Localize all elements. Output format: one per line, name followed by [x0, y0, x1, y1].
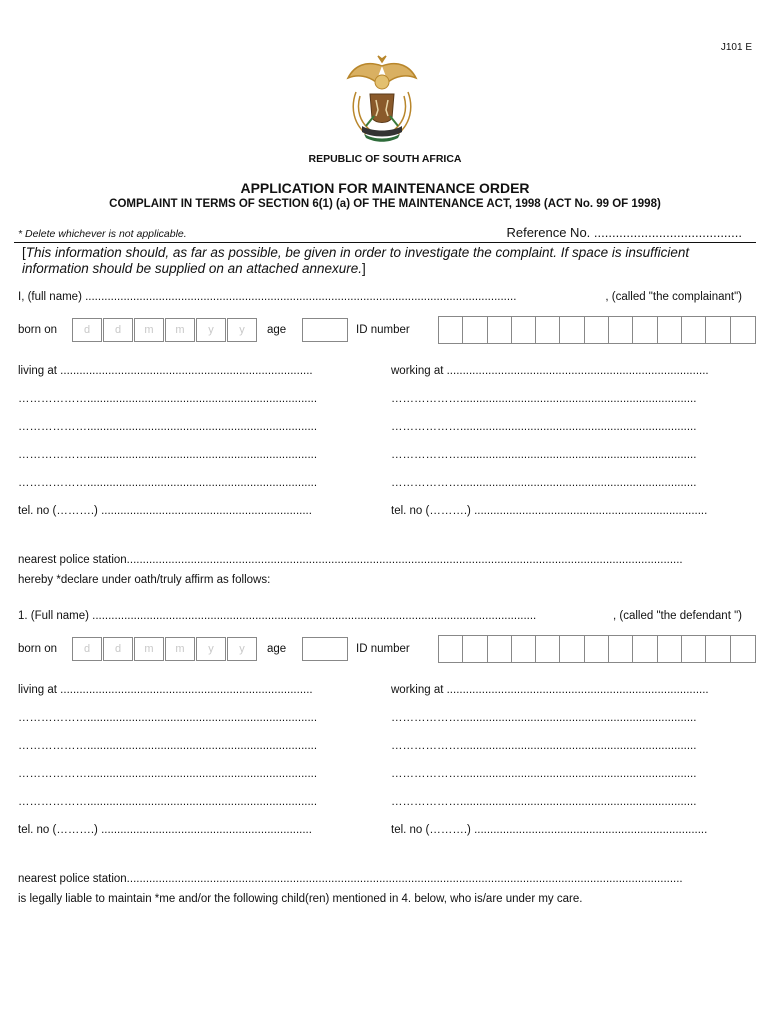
defendant-name-field[interactable]: 1. (Full name) ........................................................................................................................................... — [18, 610, 537, 622]
dob-day-box[interactable]: d — [103, 318, 133, 342]
id-digit-box[interactable] — [682, 317, 706, 343]
dob-year-box[interactable]: y — [196, 318, 226, 342]
defendant-work-line[interactable]: ……………….......................................................................... — [391, 712, 697, 724]
id-digit-box[interactable] — [536, 636, 560, 662]
complainant-working-field[interactable]: working at .................................................................................. — [391, 365, 709, 377]
id-digit-box[interactable] — [463, 636, 487, 662]
dob-day-box[interactable]: d — [72, 637, 102, 661]
id-digit-box[interactable] — [706, 636, 730, 662]
complainant-tel-field[interactable]: tel. no (……….) .................................................................. — [18, 505, 312, 517]
id-digit-box[interactable] — [609, 636, 633, 662]
complainant-work-line[interactable]: ……………….......................................................................... — [391, 393, 697, 405]
complainant-work-line[interactable]: ……………….......................................................................... — [391, 449, 697, 461]
country-heading: REPUBLIC OF SOUTH AFRICA — [308, 153, 462, 165]
id-digit-box[interactable] — [658, 317, 682, 343]
info-close: ] — [362, 261, 366, 276]
defendant-address-line[interactable]: ………………........................................................................ — [18, 768, 318, 780]
id-digit-box[interactable] — [658, 636, 682, 662]
dob-year-box[interactable]: y — [196, 637, 226, 661]
defendant-address-line[interactable]: ………………........................................................................ — [18, 712, 318, 724]
defendant-id-label: ID number — [356, 643, 410, 655]
id-digit-box[interactable] — [731, 636, 755, 662]
id-digit-box[interactable] — [439, 636, 463, 662]
id-digit-box[interactable] — [706, 317, 730, 343]
dob-year-box[interactable]: y — [227, 637, 257, 661]
id-digit-box[interactable] — [633, 317, 657, 343]
defendant-work-tel-field[interactable]: tel. no (……….) ......................................................................... — [391, 824, 708, 836]
form-title: APPLICATION FOR MAINTENANCE ORDER — [240, 180, 530, 196]
liability-text: is legally liable to maintain *me and/or the following child(ren) mentioned in 4. below, who is/are under my care. — [18, 893, 583, 905]
complainant-address-line[interactable]: ………………........................................................................ — [18, 477, 318, 489]
dob-month-box[interactable]: m — [165, 318, 195, 342]
id-digit-box[interactable] — [585, 636, 609, 662]
defendant-address-line[interactable]: ………………........................................................................ — [18, 796, 318, 808]
defendant-dob-boxes[interactable] — [72, 637, 258, 661]
id-digit-box[interactable] — [633, 636, 657, 662]
info-open: [ — [22, 245, 26, 260]
defendant-age-box[interactable] — [302, 637, 348, 661]
defendant-address-line[interactable]: ………………........................................................................ — [18, 740, 318, 752]
defendant-work-line[interactable]: ……………….......................................................................... — [391, 796, 697, 808]
info-text: This information should, as far as possible, be given in order to investigate the complaint. If space is insufficient information should be supplied on an attached annexure. — [22, 245, 690, 276]
id-digit-box[interactable] — [536, 317, 560, 343]
id-digit-box[interactable] — [439, 317, 463, 343]
defendant-age-label: age — [267, 643, 287, 655]
complainant-living-field[interactable]: living at ............................................................................... — [18, 365, 313, 377]
defendant-id-boxes[interactable] — [438, 635, 756, 663]
id-digit-box[interactable] — [560, 317, 584, 343]
id-digit-box[interactable] — [488, 636, 512, 662]
complainant-address-line[interactable]: ………………........................................................................ — [18, 449, 318, 461]
reference-number-field[interactable]: Reference No. ......................................... — [506, 225, 742, 240]
defendant-work-line[interactable]: ……………….......................................................................... — [391, 768, 697, 780]
complainant-work-line[interactable]: ……………….......................................................................... — [391, 421, 697, 433]
complainant-address-line[interactable]: ………………........................................................................ — [18, 421, 318, 433]
id-digit-box[interactable] — [463, 317, 487, 343]
id-digit-box[interactable] — [682, 636, 706, 662]
id-digit-box[interactable] — [512, 317, 536, 343]
dob-month-box[interactable]: m — [134, 318, 164, 342]
complainant-name-field[interactable]: I, (full name) ....................................................................................................................................... — [18, 291, 517, 303]
defendant-work-line[interactable]: ……………….......................................................................... — [391, 740, 697, 752]
complainant-called-label: , (called "the complainant") — [605, 291, 742, 303]
complainant-address-line[interactable]: ………………........................................................................ — [18, 393, 318, 405]
id-digit-box[interactable] — [560, 636, 584, 662]
dob-year-box[interactable]: y — [227, 318, 257, 342]
coat-of-arms-icon — [336, 52, 428, 146]
declaration-text: hereby *declare under oath/truly affirm as follows: — [18, 574, 271, 586]
defendant-living-field[interactable]: living at ............................................................................... — [18, 684, 313, 696]
delete-note: * Delete whichever is not applicable. — [18, 228, 187, 240]
id-digit-box[interactable] — [512, 636, 536, 662]
complainant-age-box[interactable] — [302, 318, 348, 342]
dob-month-box[interactable]: m — [134, 637, 164, 661]
form-code: J101 E — [720, 42, 752, 53]
complainant-born-label: born on — [18, 324, 58, 336]
info-note — [22, 245, 748, 277]
complainant-work-line[interactable]: ……………….......................................................................... — [391, 477, 697, 489]
complainant-work-tel-field[interactable]: tel. no (……….) ......................................................................... — [391, 505, 708, 517]
id-digit-box[interactable] — [731, 317, 755, 343]
id-digit-box[interactable] — [488, 317, 512, 343]
id-digit-box[interactable] — [585, 317, 609, 343]
defendant-working-field[interactable]: working at .................................................................................. — [391, 684, 709, 696]
defendant-tel-field[interactable]: tel. no (……….) .................................................................. — [18, 824, 312, 836]
dob-month-box[interactable]: m — [165, 637, 195, 661]
complainant-id-label: ID number — [356, 324, 410, 336]
dob-day-box[interactable]: d — [103, 637, 133, 661]
complainant-police-field[interactable]: nearest police station.............................................................................................................................................................................. — [18, 554, 683, 566]
form-subtitle: COMPLAINT IN TERMS OF SECTION 6(1) (a) OF THE MAINTENANCE ACT, 1998 (ACT No. 99 OF 1998) — [109, 198, 661, 210]
id-digit-box[interactable] — [609, 317, 633, 343]
divider — [14, 242, 756, 243]
defendant-police-field[interactable]: nearest police station.............................................................................................................................................................................. — [18, 873, 683, 885]
dob-day-box[interactable]: d — [72, 318, 102, 342]
complainant-age-label: age — [267, 324, 287, 336]
defendant-born-label: born on — [18, 643, 58, 655]
complainant-dob-boxes[interactable] — [72, 318, 258, 342]
defendant-called-label: , (called "the defendant ") — [613, 610, 742, 622]
complainant-id-boxes[interactable] — [438, 316, 756, 344]
